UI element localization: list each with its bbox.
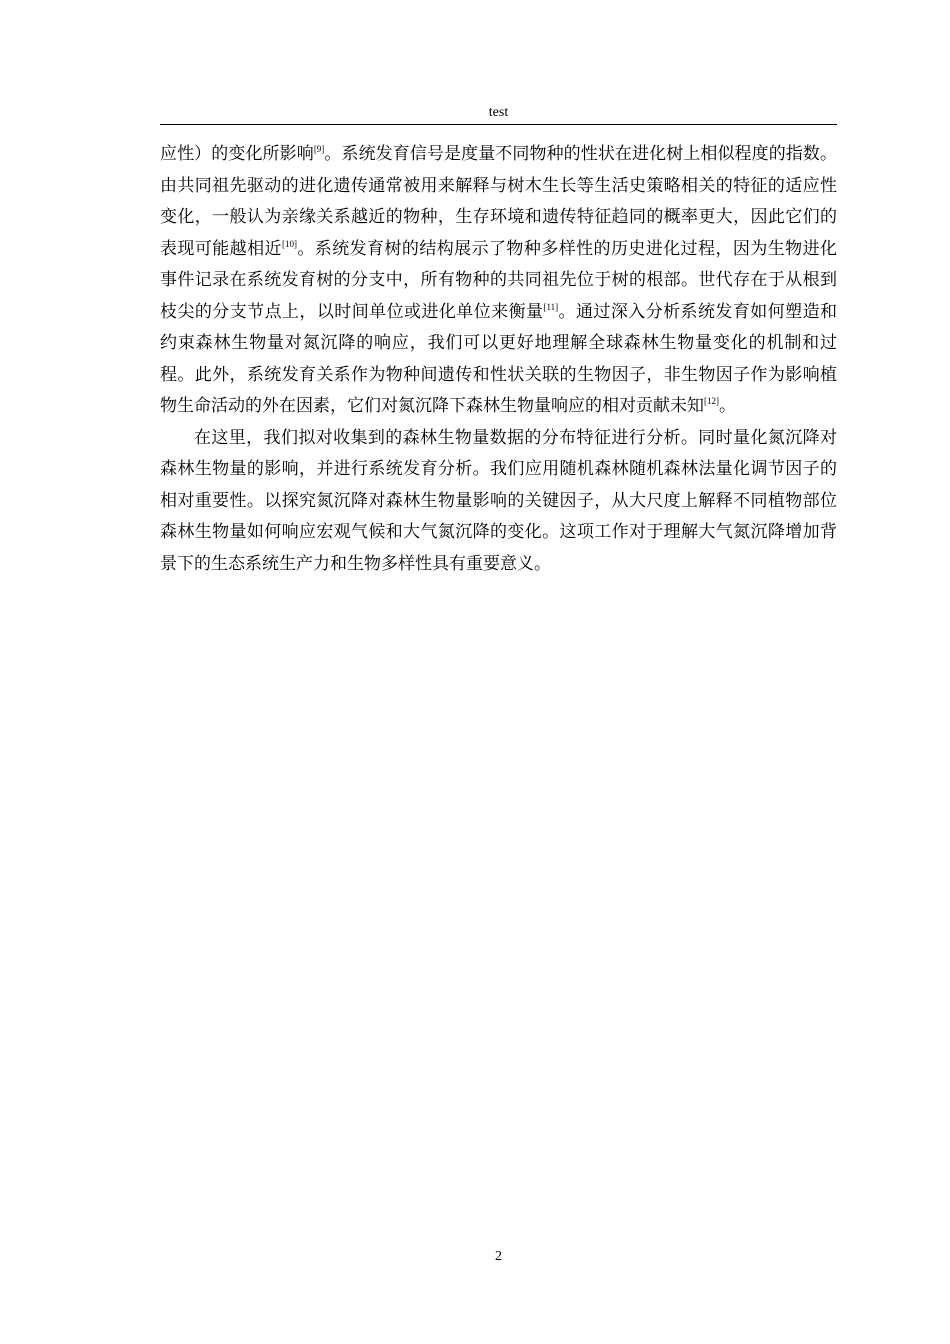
paragraph-1-text-5: 。 <box>719 396 736 416</box>
header-rule <box>160 124 837 125</box>
paragraph-2: 在这里，我们拟对收集到的森林生物量数据的分布特征进行分析。同时量化氮沉降对森林生物量的影响，并进行系统发育分析。我们应用随机森林随机森林法量化调节因子的相对重要性。以探究氮沉降对森林生物量影响的关键因子，从大尺度上解释不同植物部位森林生物量如何响应宏观气候和大气氮沉降的变化。这项工作对于理解大气氮沉降增加背景下的生态系统生产力和生物多样性具有重要意义。 <box>160 427 837 574</box>
paragraph-1 <box>160 139 837 423</box>
paragraph-1-text-1: 应性）的变化所影响 <box>160 144 314 164</box>
citation-11: [11] <box>543 301 559 312</box>
citation-12: [12] <box>704 396 719 406</box>
citation-10: [10] <box>281 238 297 249</box>
paragraph-1-text-2: 。系统发育信号是度量不同物种的性状在进化树上相似程度的指数。由共同祖先驱动的进化遗传通常被用来解释与树木生长等生活史策略相关的特征的适应性变化，一般认为亲缘关系越近的物种，生存环境和遗传特征趋同的概率更大，因此它们的表现可能越相近 <box>160 144 838 259</box>
page-header: test <box>488 105 509 120</box>
paragraph-1-text-4: 。通过深入分析系统发育如何塑造和约束森林生物量对氮沉降的响应，我们可以更好地理解全球森林生物量变化的机制和过程。此外，系统发育关系作为物种间遗传和性状关联的生物因子，非生物因子作为影响植物生命活动的外在因素，它们对氮沉降下森林生物量响应的相对贡献未知 <box>160 301 837 416</box>
page-body <box>160 139 837 580</box>
citation-9: [9] <box>313 144 325 154</box>
page-number: 2 <box>495 1249 502 1264</box>
paragraph-1-text-3: 。系统发育树的结构展示了物种多样性的历史进化过程，因为生物进化事件记录在系统发育树的分支中，所有物种的共同祖先位于树的根部。世代存在于从根到枝尖的分支节点上，以时间单位或进化单位来衡量 <box>160 238 838 322</box>
